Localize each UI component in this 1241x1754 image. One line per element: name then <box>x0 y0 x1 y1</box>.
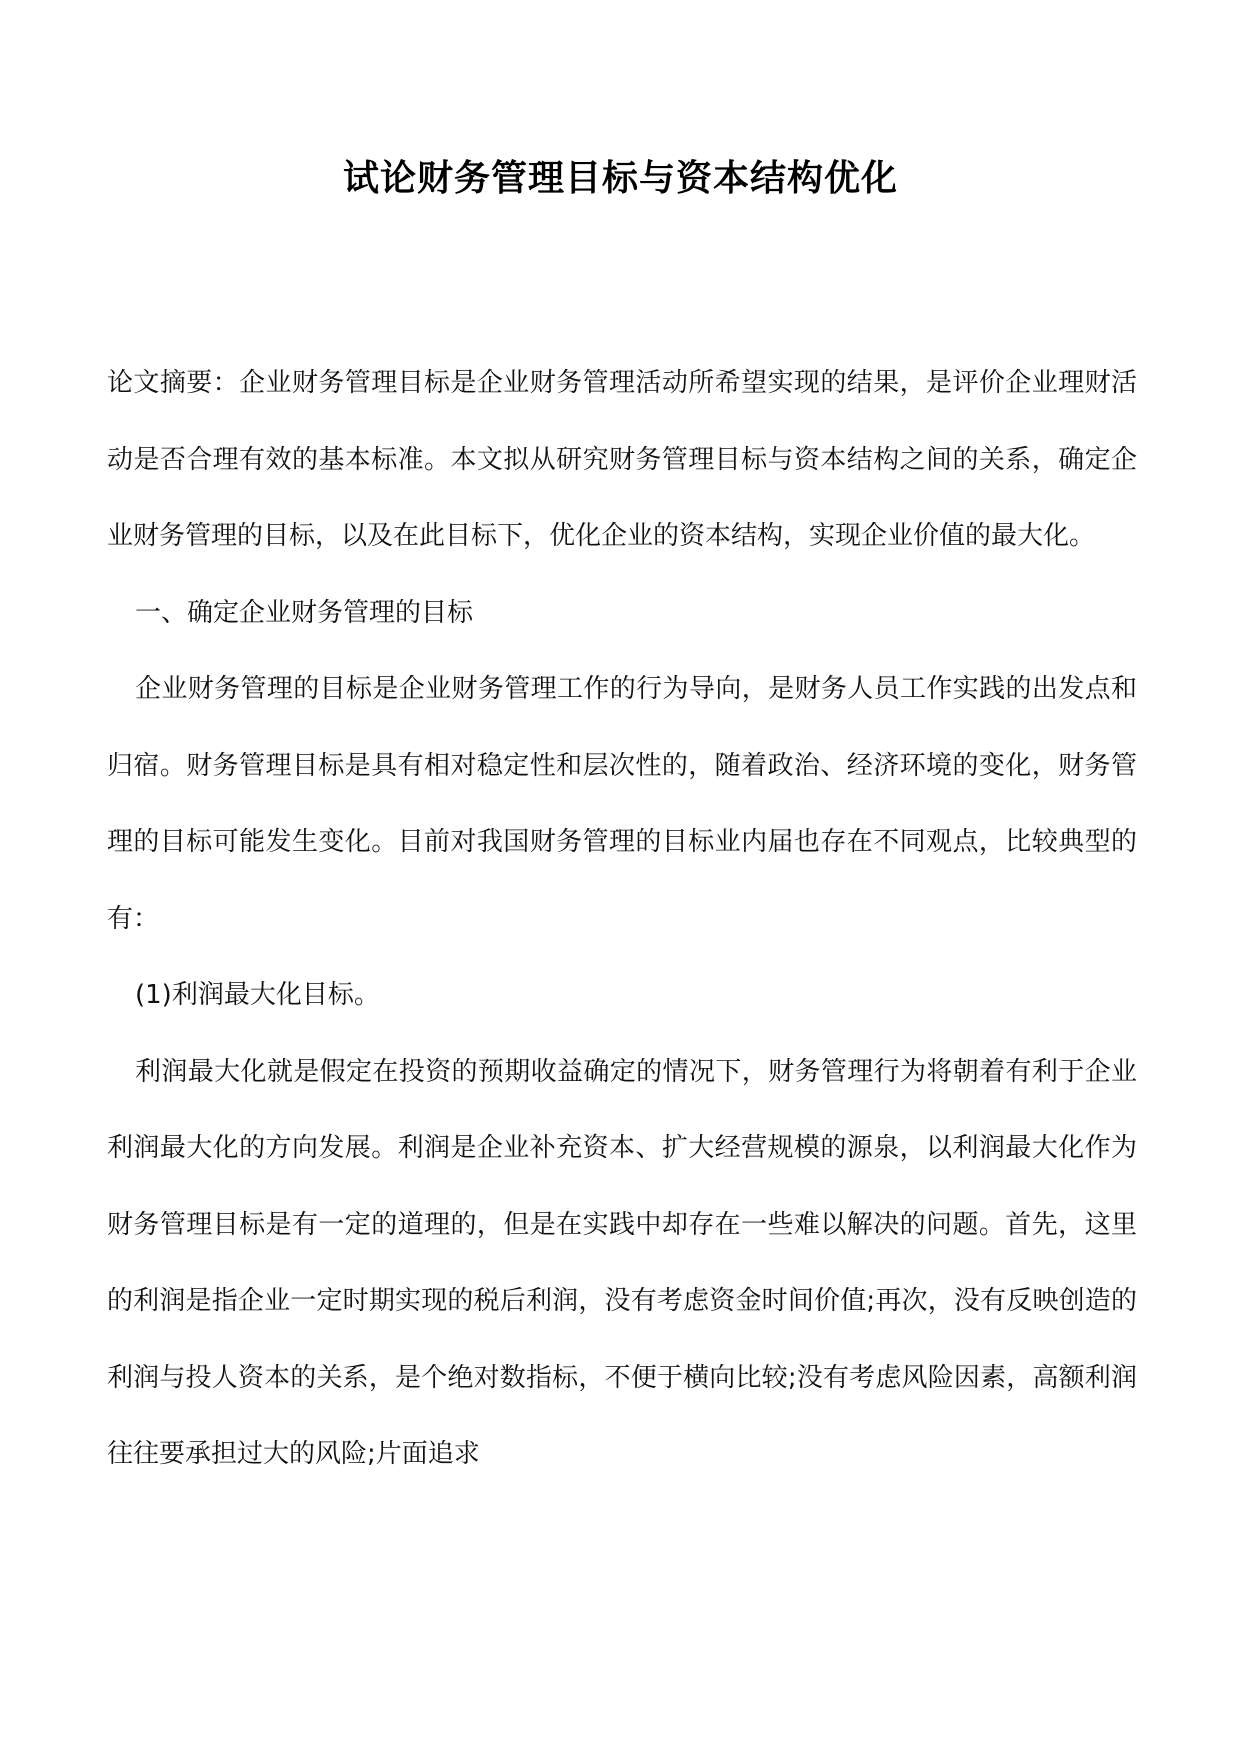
body-paragraph: 企业财务管理的目标是企业财务管理工作的行为导向，是财务人员工作实践的出发点和归宿。财务管理目标是具有相对稳定性和层次性的，随着政治、经济环境的变化，财务管理的目标可能发生变化。目前对我国财务管理的目标业内届也存在不同观点，比较典型的有： <box>107 674 1137 934</box>
body-paragraph: 利润最大化就是假定在投资的预期收益确定的情况下，财务管理行为将朝着有利于企业利润最大化的方向发展。利润是企业补充资本、扩大经营规模的源泉，以利润最大化作为财务管理目标是有一定的道理的，但是在实践中却存在一些难以解决的问题。首先，这里的利润是指企业一定时期实现的税后利润，没有考虑资金时间价值;再次，没有反映创造的利润与投人资本的关系，是个绝对数指标，不便于横向比较;没有考虑风险因素，高额利润往往要承担过大的风险;片面追求 <box>107 1056 1137 1469</box>
document-body <box>107 345 1137 1493</box>
abstract-paragraph: 论文摘要：企业财务管理目标是企业财务管理活动所希望实现的结果，是评价企业理财活动是否合理有效的基本标准。本文拟从研究财务管理目标与资本结构之间的关系，确定企业财务管理的目标，以及在此目标下，优化企业的资本结构，实现企业价值的最大化。 <box>107 368 1137 551</box>
subsection-heading: (1)利润最大化目标。 <box>135 980 380 1010</box>
section-heading: 一、确定企业财务管理的目标 <box>135 597 474 628</box>
document-title: 试论财务管理目标与资本结构优化 <box>342 158 898 199</box>
